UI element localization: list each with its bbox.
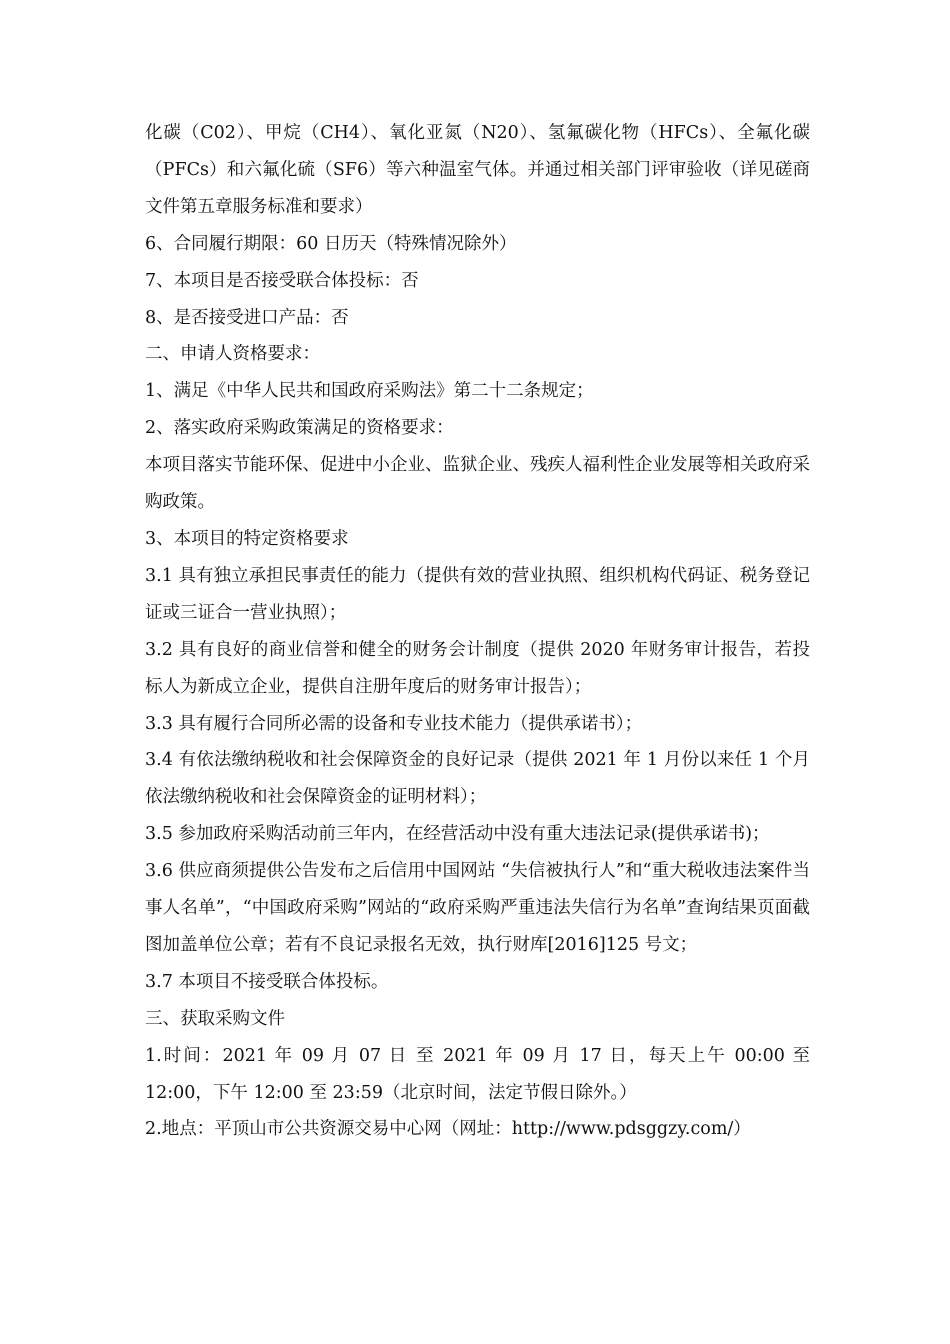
requirement-3-1: 3.1 具有独立承担民事责任的能力（提供有效的营业执照、组织机构代码证、税务登记证或三证合一营业执照）； (145, 565, 810, 623)
paragraph-contract-period: 6、合同履行期限：60 日历天（特殊情况除外） (145, 233, 517, 254)
paragraph-procurement-law: 1、满足《中华人民共和国政府采购法》第二十二条规定； (145, 381, 594, 402)
section-heading-obtain-documents: 三、获取采购文件 (145, 1008, 285, 1029)
requirement-3-7: 3.7 本项目不接受联合体投标。 (145, 971, 389, 992)
paragraph-consortium: 7、本项目是否接受联合体投标：否 (145, 270, 419, 291)
section-heading-applicant-qualifications: 二、申请人资格要求： (145, 344, 320, 365)
requirement-3-5: 3.5 参加政府采购活动前三年内，在经营活动中没有重大违法记录(提供承诺书)； (145, 824, 770, 845)
paragraph-imported-products: 8、是否接受进口产品：否 (145, 307, 349, 328)
paragraph-policy-requirements: 2、落实政府采购政策满足的资格要求： (145, 418, 454, 439)
document-body (145, 115, 810, 1148)
requirement-3-2: 3.2 具有良好的商业信誉和健全的财务会计制度（提供 2020 年财务审计报告，若投标人为新成立企业，提供自注册年度后的财务审计报告）； (145, 639, 810, 697)
requirement-3-4: 3.4 有依法缴纳税收和社会保障资金的良好记录（提供 2021 年 1 月份以来任 1 个月依法缴纳税收和社会保障资金的证明材料）； (145, 750, 810, 808)
paragraph-policy-detail: 本项目落实节能环保、促进中小企业、监狱企业、残疾人福利性企业发展等相关政府采购政策。 (145, 455, 810, 513)
requirement-3-3: 3.3 具有履行合同所必需的设备和专业技术能力（提供承诺书）； (145, 713, 643, 734)
paragraph-time: 1.时间：2021 年 09 月 07 日 至 2021 年 09 月 17 日，每天上午 00:00 至 12:00，下午 12:00 至 23:59（北京时间，法定节假日除外。） (145, 1045, 810, 1103)
paragraph-location: 2.地点：平顶山市公共资源交易中心网（网址：http://www.pdsggzy.com/） (145, 1119, 751, 1140)
paragraph-ghg-list: 化碳（C02）、甲烷（CH4）、氧化亚氮（N20）、氢氟碳化物（HFCs）、全氟化碳（PFCs）和六氟化硫（SF6）等六种温室气体。并通过相关部门评审验收（详见磋商文件第五章服务标准和要求） (145, 123, 810, 217)
paragraph-specific-requirements: 3、本项目的特定资格要求 (145, 528, 349, 549)
requirement-3-6: 3.6 供应商须提供公告发布之后信用中国网站 “失信被执行人”和“重大税收违法案件当事人名单”，“中国政府采购”网站的“政府采购严重违法失信行为名单”查询结果页面截图加盖单位公章；若有不良记录报名无效，执行财库[2016]125 号文； (145, 861, 810, 955)
